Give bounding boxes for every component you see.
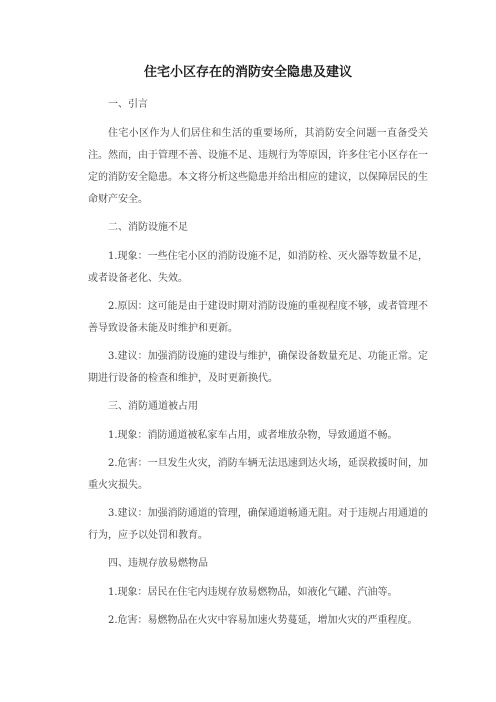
paragraph: 1.现象：一些住宅小区的消防设施不足，如消防栓、灭火器等数量不足，或者设备老化、失效。 [88, 251, 428, 284]
paragraph: 1.现象：消防通道被私家车占用，或者堆放杂物，导致通道不畅。 [108, 430, 398, 441]
section-heading: 三、消防通道被占用 [108, 401, 198, 412]
paragraph: 2.危害：易燃物品在火灾中容易加速火势蔓延，增加火灾的严重程度。 [108, 615, 418, 626]
section-heading: 二、消防设施不足 [108, 222, 188, 233]
section-heading: 一、引言 [108, 99, 148, 110]
document-body [88, 94, 428, 638]
section-heading: 四、违规存放易燃物品 [108, 558, 208, 569]
paragraph: 3.建议：加强消防通道的管理，确保通道畅通无阻。对于违规占用通道的行为，应予以处罚和教育。 [88, 508, 428, 541]
paragraph: 1.现象：居民在住宅内违规存放易燃物品，如液化气罐、汽油等。 [108, 587, 398, 598]
paragraph: 住宅小区作为人们居住和生活的重要场所，其消防安全问题一直备受关注。然而，由于管理不善、设施不足、违规行为等原因，许多住宅小区存在一定的消防安全隐患。本文将分析这些隐患并给出相应的建议，以保障居民的生命财产安全。 [88, 128, 428, 205]
document-title: 住宅小区存在的消防安全隐患及建议 [143, 65, 352, 80]
paragraph: 3.建议：加强消防设施的建设与维护，确保设备数量充足、功能正常。定期进行设备的检查和维护，及时更新换代。 [88, 351, 428, 384]
paragraph: 2.原因：这可能是由于建设时期对消防设施的重视程度不够，或者管理不善导致设备未能及时维护和更新。 [88, 301, 428, 334]
paragraph: 2.危害：一旦发生火灾，消防车辆无法迅速到达火场，延误救援时间，加重火灾损失。 [88, 458, 428, 491]
